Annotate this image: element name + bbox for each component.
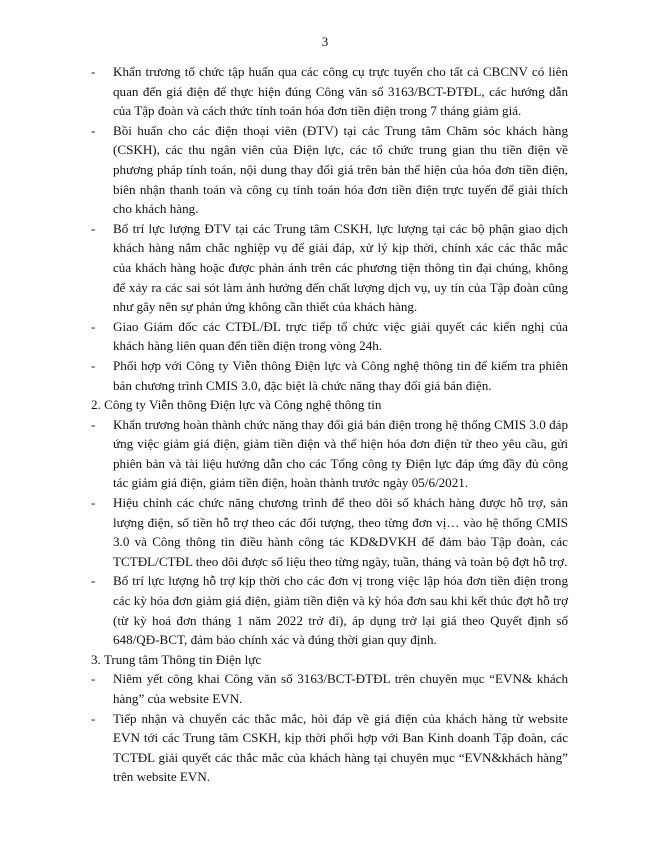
list-item-text: Hiệu chỉnh các chức năng chương trình để theo dõi số khách hàng được hỗ trợ, sản lượng điện, số tiền hỗ trợ theo các đối tượng, theo từng đơn vị… vào hệ thống CMIS 3.0 và Công thông tin điều hành công tác KD&DVKH để đảm bảo Tập đoàn, các TCTĐL/CTĐL theo dõi được số liệu theo từng ngày, tuần, tháng và toàn bộ đợt hỗ trợ.	[113, 495, 568, 569]
list-item	[88, 493, 568, 571]
list-item-text: Bồi huấn cho các điện thoại viên (ĐTV) tại các Trung tâm Chăm sóc khách hàng (CSKH), các thu ngân viên của Điện lực, các tổ chức trung gian thu tiền điện về phương pháp tính toán, nội dung thay đổi giá trên bản thể hiện của hóa đơn tiền điện, biên nhận thanh toán và công cụ tính toán hóa đơn tiền điện trực tuyến để giải thích cho khách hàng.	[113, 122, 568, 217]
list-item	[88, 709, 568, 787]
list-item	[88, 62, 568, 121]
list-item	[88, 571, 568, 649]
bullet-dash: -	[91, 357, 96, 373]
list-item	[88, 317, 568, 356]
list-item-text: Niêm yết công khai Công văn số 3163/BCT-ĐTĐL trên chuyên mục “EVN& khách hàng” của website EVN.	[113, 671, 568, 706]
section-heading: 3. Trung tâm Thông tin Điện lực	[91, 651, 262, 667]
bullet-dash: -	[91, 122, 96, 138]
list-item-text: Bố trí lực lượng ĐTV tại các Trung tâm CSKH, lực lượng tại các bộ phận giao dịch khách hàng nắm chắc nghiệp vụ để giải đáp, xử lý kịp thời, chính xác các thắc mắc của khách hàng hoặc được phản ánh trên các phương tiện thông tin đại chúng, không để xảy ra các sai sót làm ảnh hưởng đến chất lượng dịch vụ, uy tín của Tập đoàn cũng như gây nên sự phản ứng không cần thiết của khách hàng.	[113, 220, 568, 315]
section-heading: 2. Công ty Viễn thông Điện lực và Công nghệ thông tin	[91, 397, 382, 413]
bullet-dash: -	[91, 220, 96, 236]
list-item-text: Phối hợp với Công ty Viễn thông Điện lực và Công nghệ thông tin để kiểm tra phiên bản chương trình CMIS 3.0, đặc biệt là chức năng thay đổi giá bán điện.	[113, 357, 568, 393]
list-item-text: Khẩn trương hoàn thành chức năng thay đổi giá bán điện trong hệ thống CMIS 3.0 đáp ứng việc giảm giá điện, giảm tiền điện và thể hiện hóa đơn điện tử theo yêu cầu, gửi phiên bản và tài liệu hướng dẫn cho các Tổng công ty Điện lực đáp ứng đầy đủ công tác giảm giá điện, giảm tiền điện, hoàn thành trước ngày 05/6/2021.	[113, 416, 568, 491]
document-body	[88, 62, 568, 787]
list-item	[88, 415, 568, 493]
list-item	[88, 121, 568, 219]
bullet-dash: -	[91, 495, 96, 511]
list-item-text: Tiếp nhận và chuyển các thắc mắc, hỏi đáp về giá điện của khách hàng từ website EVN tới các Trung tâm CSKH, kịp thời phối hợp với Ban Kinh doanh Tập đoàn, các TCTĐL giải quyết các thắc mắc của khách hàng tại chuyên mục “EVN&khách hàng” trên website EVN.	[113, 710, 568, 785]
list-item-text: Bố trí lực lượng hỗ trợ kịp thời cho các đơn vị trong việc lập hóa đơn tiền điện trong các kỳ hóa đơn giảm giá điện, giảm tiền điện và kỳ hóa đơn sau khi kết thúc đợt hỗ trợ (từ kỳ hoá đơn tháng 1 năm 2022 trở đi), áp dụng trở lại giá theo Quyết định số 648/QĐ-BCT, đảm bảo chính xác và đúng thời gian quy định.	[113, 573, 568, 648]
bullet-dash: -	[91, 64, 96, 79]
list-item-text: Giao Giám đốc các CTĐL/ĐL trực tiếp tổ chức việc giải quyết các kiến nghị của khách hàng liên quan đến tiền điện trong vòng 24h.	[113, 318, 568, 354]
list-item	[88, 669, 568, 708]
bullet-dash: -	[91, 318, 96, 334]
bullet-dash: -	[91, 416, 96, 432]
bullet-dash: -	[91, 671, 96, 687]
bullet-dash: -	[91, 573, 96, 589]
list-item-text: Khẩn trương tổ chức tập huấn qua các công cụ trực tuyến cho tất cả CBCNV có liên quan đến giá điện để thực hiện đúng Công văn số 3163/BCT-ĐTĐL, các hướng dẫn của Tập đoàn và cách thức tính toán hóa đơn tiền điện trong 7 tháng giảm giá.	[113, 64, 568, 119]
list-item	[88, 356, 568, 395]
bullet-dash: -	[91, 710, 96, 726]
list-item	[88, 219, 568, 317]
page-number: 3	[321, 34, 329, 49]
